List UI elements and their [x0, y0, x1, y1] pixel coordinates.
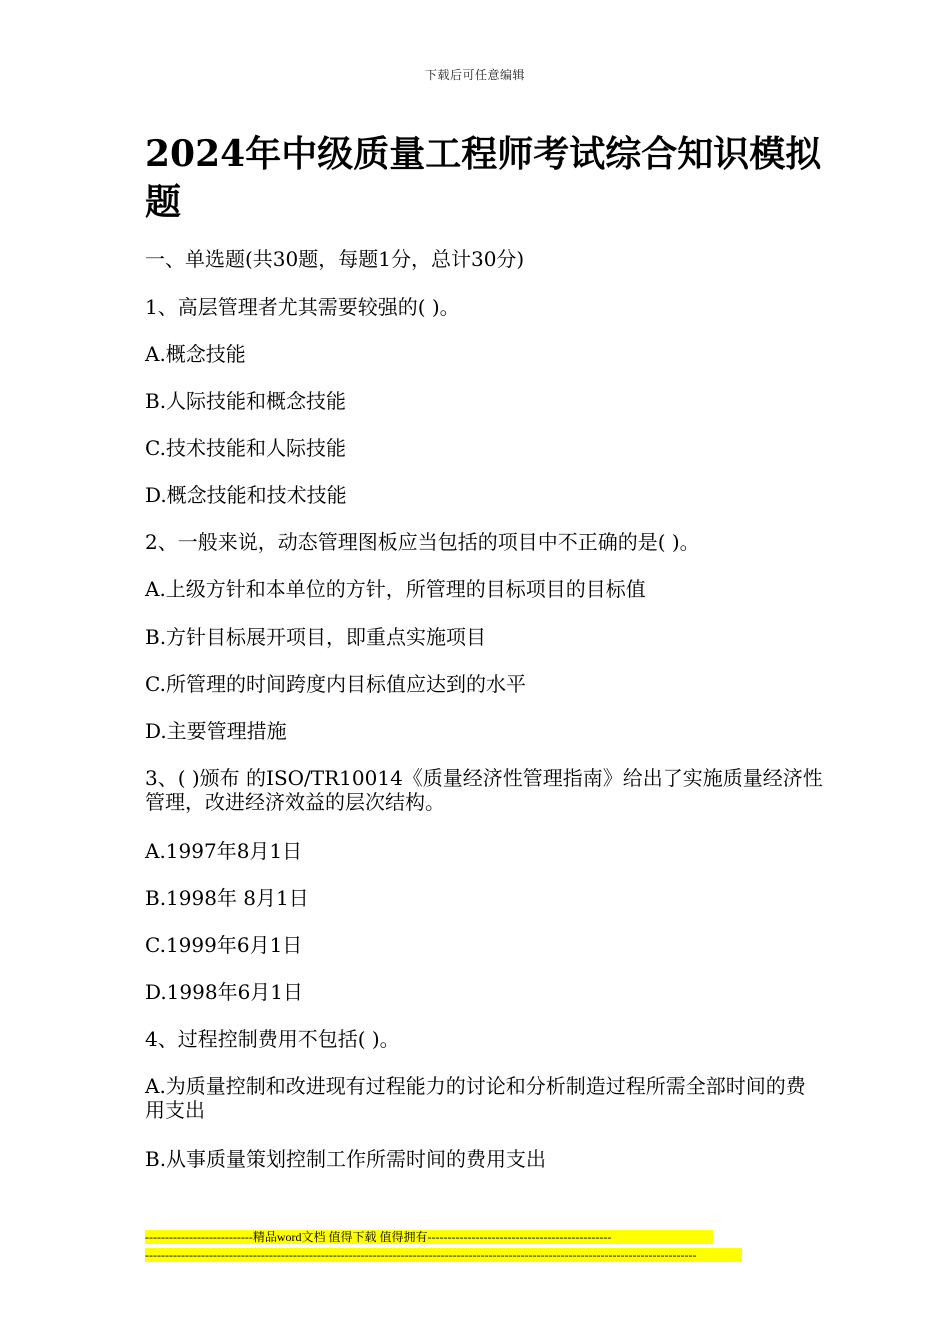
question-3-option-c: C.1999年6月1日	[145, 933, 303, 957]
question-1-option-d: D.概念技能和技术技能	[145, 483, 347, 507]
question-2-stem: 2、一般来说，动态管理图板应当包括的项目中不正确的是( )。	[145, 530, 700, 554]
question-4-option-b: B.从事质量策划控制工作所需时间的费用支出	[145, 1147, 547, 1171]
footer-banner-line-1: ---------------------------精品word文档 值得下载 值得拥有----------------------------------------------	[145, 1230, 713, 1244]
question-2-option-b: B.方针目标展开项目，即重点实施项目	[145, 625, 487, 649]
question-3-stem: 3、( )颁布 的ISO/TR10014《质量经济性管理指南》给出了实施质量经济性管理，改进经济效益的层次结构。	[145, 766, 823, 814]
question-4-option-a: A.为质量控制和改进现有过程能力的讨论和分析制造过程所需全部时间的费用支出	[145, 1074, 806, 1122]
question-4-stem: 4、过程控制费用不包括( )。	[145, 1027, 400, 1051]
question-2-option-c: C.所管理的时间跨度内目标值应达到的水平	[145, 672, 526, 696]
document-title: 2024年中级质量工程师考试综合知识模拟题	[145, 133, 822, 223]
question-3-option-b: B.1998年 8月1日	[145, 886, 309, 910]
question-2-option-d: D.主要管理措施	[145, 719, 287, 743]
question-2-option-a: A.上级方针和本单位的方针，所管理的目标项目的目标值	[145, 577, 646, 601]
section-heading: 一、单选题(共30题，每题1分，总计30分)	[145, 247, 525, 271]
question-1-stem: 1、高层管理者尤其需要较强的( )。	[145, 295, 460, 319]
footer-banner-line-2: ------------------------------------------------------------------------------------------------------------------------------------------	[145, 1248, 742, 1262]
page-header: 下载后可任意编辑	[424, 68, 525, 82]
question-1-option-b: B.人际技能和概念技能	[145, 389, 347, 413]
question-1-option-c: C.技术技能和人际技能	[145, 436, 346, 460]
question-3-option-a: A.1997年8月1日	[145, 839, 303, 863]
question-1-option-a: A.概念技能	[145, 342, 246, 366]
question-3-option-d: D.1998年6月1日	[145, 980, 304, 1004]
